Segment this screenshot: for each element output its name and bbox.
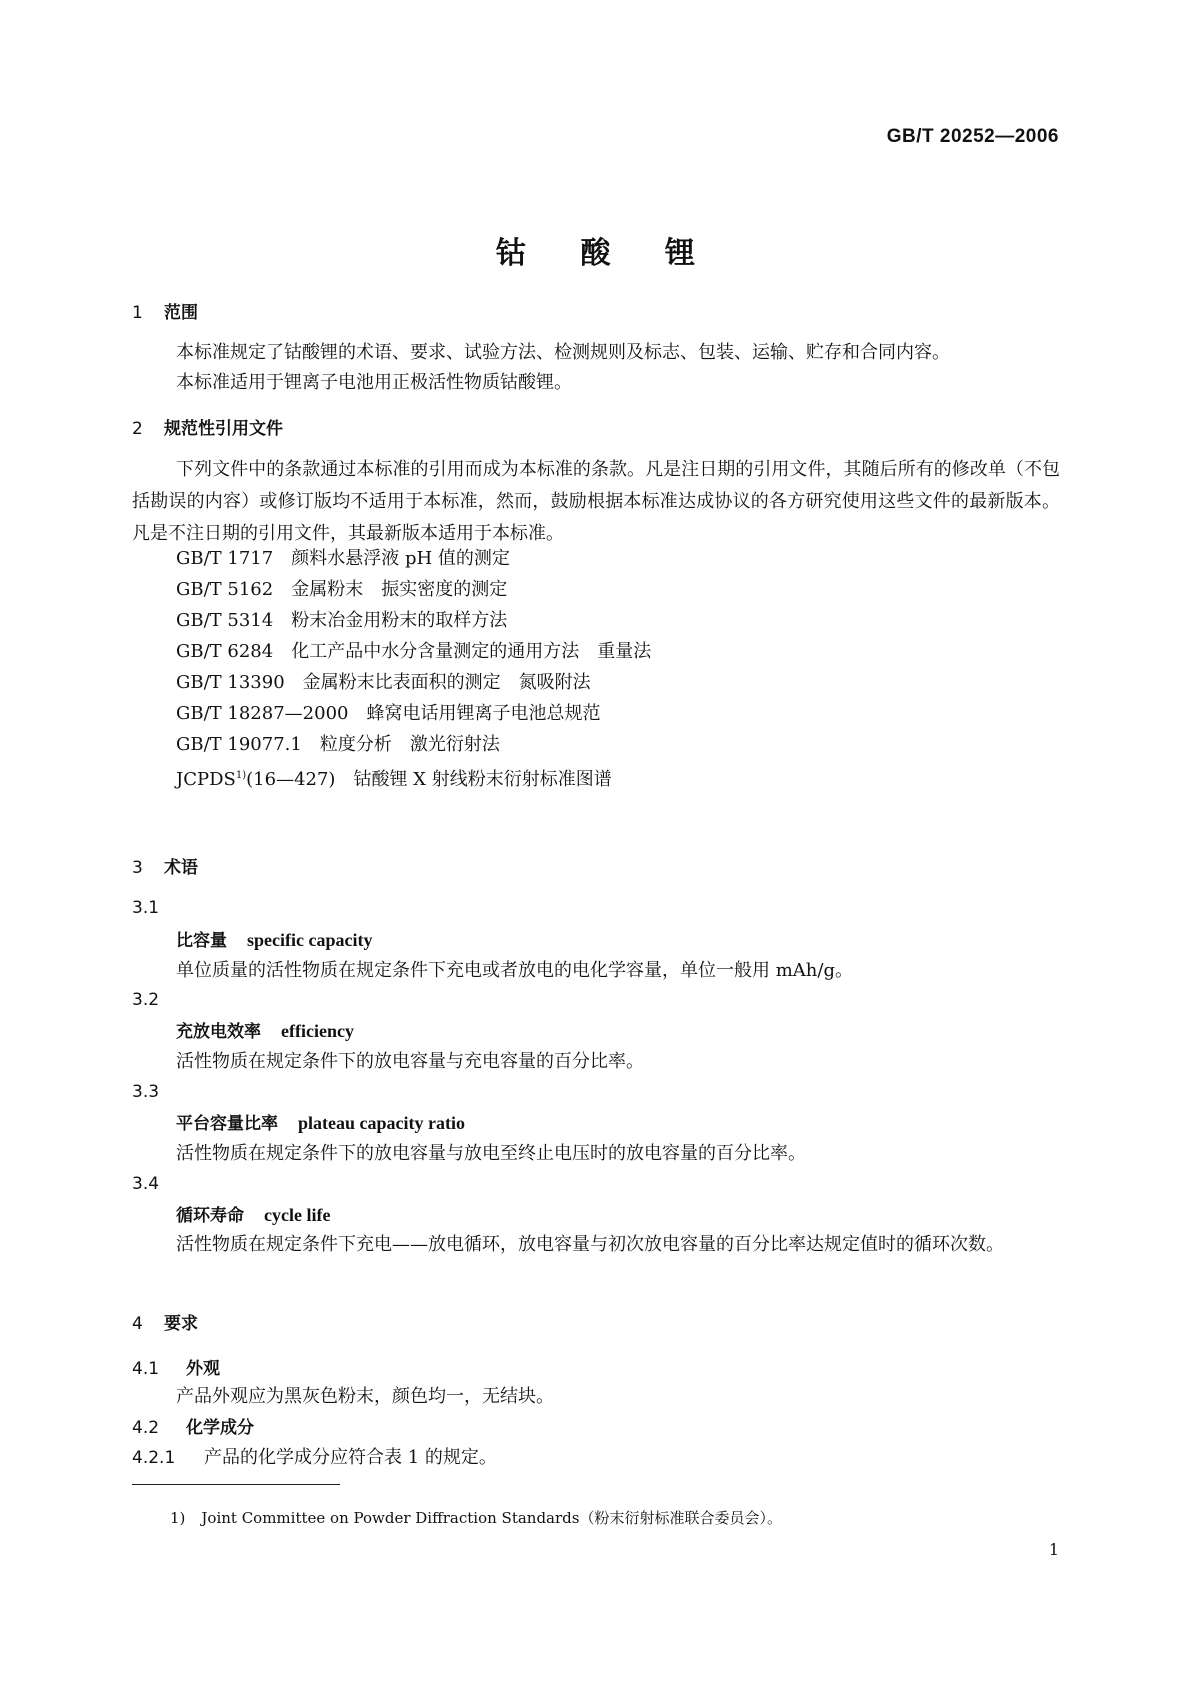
subsection-4-1-heading (132, 1354, 220, 1379)
term-zh: 平台容量比率 (176, 1114, 278, 1134)
document-title: 钴 酸 锂 (496, 236, 717, 271)
term-en: efficiency (281, 1021, 354, 1041)
section-number: 4.1 (132, 1359, 160, 1379)
reference-title: 颜料水悬浮液 pH 值的测定 (291, 548, 510, 569)
section-number: 2 (132, 419, 143, 439)
clause-4-2-1 (132, 1442, 497, 1474)
section-4-heading (132, 1309, 198, 1334)
paragraph: 产品外观应为黑灰色粉末，颜色均一，无结块。 (176, 1386, 554, 1407)
reference-item (176, 636, 651, 667)
section-number: 4 (132, 1314, 143, 1334)
footnote (170, 1507, 782, 1528)
reference-title: 粉末冶金用粉末的取样方法 (291, 610, 508, 631)
reference-title: 化工产品中水分含量测定的通用方法 重量法 (291, 641, 652, 662)
term-en: cycle life (264, 1205, 331, 1225)
section-number: 1 (132, 303, 143, 323)
section-title: 术语 (164, 858, 198, 878)
term-definition: 活性物质在规定条件下的放电容量与充电容量的百分比率。 (176, 1051, 644, 1072)
reference-code: GB/T 19077.1 (176, 734, 302, 755)
footnote-rule (132, 1484, 340, 1485)
term-heading (176, 1017, 354, 1042)
term-number: 3.3 (132, 1082, 160, 1102)
term-heading (176, 1201, 330, 1226)
standard-number: GB/T 20252—2006 (886, 126, 1059, 147)
section-number: 3 (132, 858, 143, 878)
subsection-4-2-heading (132, 1413, 254, 1438)
reference-code: GB/T 13390 (176, 672, 285, 693)
reference-item (176, 760, 612, 795)
reference-item (176, 667, 591, 698)
reference-item (176, 605, 507, 636)
reference-code: GB/T 18287—2000 (176, 703, 349, 724)
reference-item (176, 574, 507, 605)
section-title: 外观 (186, 1359, 220, 1379)
reference-title: 蜂窝电话用锂离子电池总规范 (366, 703, 601, 724)
section-1-heading (132, 298, 198, 323)
section-title: 要求 (164, 1314, 198, 1334)
paragraph: 本标准适用于锂离子电池用正极活性物质钴酸锂。 (176, 372, 572, 393)
reference-title: 金属粉末 振实密度的测定 (291, 579, 508, 600)
reference-title: 钴酸锂 X 射线粉末衍射标准图谱 (353, 769, 612, 790)
reference-code: JCPDS (176, 769, 236, 790)
section-3-heading (132, 853, 198, 878)
term-number: 3.4 (132, 1174, 160, 1194)
section-number: 4.2 (132, 1418, 160, 1438)
term-heading (176, 926, 372, 951)
term-zh: 比容量 (176, 931, 227, 951)
reference-code: GB/T 1717 (176, 548, 274, 569)
footnote-marker: 1) (235, 770, 247, 781)
section-2-heading (132, 414, 283, 439)
term-definition: 单位质量的活性物质在规定条件下充电或者放电的电化学容量，单位一般用 mAh/g。 (176, 960, 853, 981)
term-number: 3.1 (132, 898, 160, 918)
term-en: plateau capacity ratio (298, 1113, 465, 1133)
reference-title: 粒度分析 激光衍射法 (319, 734, 500, 755)
reference-code: GB/T 6284 (176, 641, 274, 662)
term-zh: 充放电效率 (176, 1022, 261, 1042)
section-title: 范围 (164, 303, 198, 323)
clause-text: 产品的化学成分应符合表 1 的规定。 (204, 1447, 497, 1468)
term-heading (176, 1109, 465, 1134)
section-title: 化学成分 (186, 1418, 254, 1438)
footnote-text: Joint Committee on Powder Diffraction Standards（粉末衍射标准联合委员会）。 (201, 1509, 782, 1527)
term-number: 3.2 (132, 990, 160, 1010)
paragraph: 本标准规定了钴酸锂的术语、要求、试验方法、检测规则及标志、包装、运输、贮存和合同内容。 (176, 342, 950, 363)
reference-item (176, 543, 510, 574)
page-number: 1 (1048, 1540, 1059, 1559)
term-definition: 活性物质在规定条件下的放电容量与放电至终止电压时的放电容量的百分比率。 (176, 1143, 806, 1164)
reference-item (176, 729, 500, 760)
reference-code: GB/T 5162 (176, 579, 274, 600)
reference-item (176, 698, 600, 729)
clause-number: 4.2.1 (132, 1448, 176, 1468)
reference-title: 金属粉末比表面积的测定 氮吸附法 (302, 672, 591, 693)
footnote-mark: 1) (170, 1509, 186, 1527)
reference-code-tail: (16—427) (246, 769, 336, 790)
normative-intro-paragraph: 下列文件中的条款通过本标准的引用而成为本标准的条款。凡是注日期的引用文件，其随后所有的修改单（不包括勘误的内容）或修订版均不适用于本标准，然而，鼓励根据本标准达成协议的各方研究使用这些文件的最新版本。凡是不注日期的引用文件，其最新版本适用于本标准。 (132, 459, 1060, 544)
reference-code: GB/T 5314 (176, 610, 274, 631)
term-en: specific capacity (247, 930, 373, 950)
section-title: 规范性引用文件 (164, 419, 283, 439)
term-zh: 循环寿命 (176, 1206, 244, 1226)
term-definition: 活性物质在规定条件下充电——放电循环，放电容量与初次放电容量的百分比率达规定值时的循环次数。 (176, 1234, 1004, 1255)
